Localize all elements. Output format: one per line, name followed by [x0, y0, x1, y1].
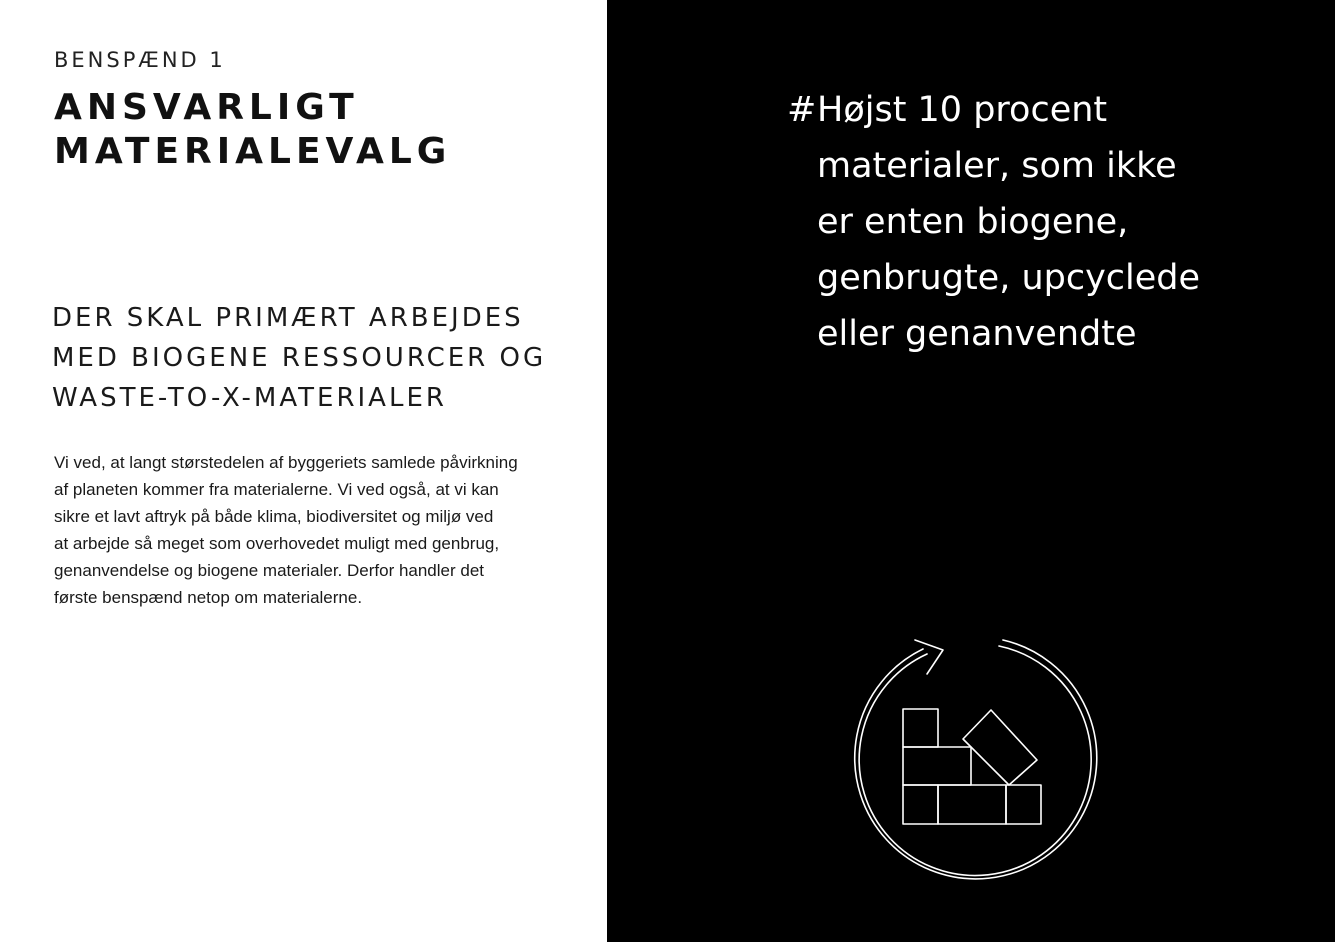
goal-line: er enten biogene, — [817, 202, 1129, 242]
title-line: MATERIALEVALG — [54, 131, 452, 172]
subtitle-line: DER SKAL PRIMÆRT ARBEJDES — [52, 303, 524, 333]
goal-line: genbrugte, upcyclede — [817, 258, 1201, 298]
goal-line: materialer, som ikke — [817, 146, 1177, 186]
body-paragraph — [54, 449, 554, 611]
body-line: genanvendelse og biogene materialer. Derfor handler det — [54, 561, 485, 580]
subtitle — [52, 298, 546, 418]
body-line: at arbejde så meget som overhovedet muligt med genbrug, — [54, 534, 500, 553]
ring-outer — [855, 640, 1097, 879]
body-line: første benspænd netop om materialerne. — [54, 588, 363, 607]
ring-inner — [859, 646, 1091, 876]
hash-symbol: # — [787, 90, 817, 130]
circular-reuse-bricks-icon — [843, 632, 1099, 894]
subtitle-line: WASTE-TO-X-MATERIALER — [52, 383, 447, 413]
goal-line: eller genanvendte — [817, 314, 1137, 354]
section-eyebrow: BENSPÆND 1 — [54, 48, 226, 72]
left-panel — [0, 0, 607, 942]
body-line: af planeten kommer fra materialerne. Vi ved også, at vi kan — [54, 480, 499, 499]
right-panel — [607, 0, 1335, 942]
body-line: Vi ved, at langt størstedelen af byggeriets samlede påvirkning — [54, 453, 518, 472]
page-title — [54, 86, 451, 174]
title-line: ANSVARLIGT — [54, 87, 359, 128]
body-line: sikre et lavt aftryk på både klima, biodiversitet og miljø ved — [54, 507, 494, 526]
goal-statement — [787, 82, 1200, 362]
goal-line: Højst 10 procent — [817, 90, 1108, 130]
subtitle-line: MED BIOGENE RESSOURCER OG — [52, 343, 547, 373]
